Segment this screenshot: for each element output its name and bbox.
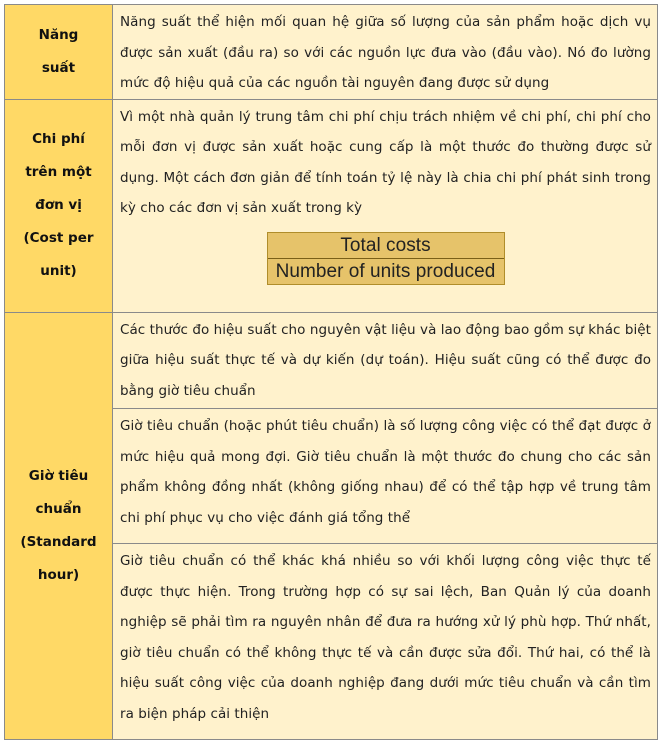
term-line: chuẩn bbox=[35, 500, 82, 517]
formula-denominator: Number of units produced bbox=[275, 260, 496, 282]
description-cell-standard-hour-1: Các thước đo hiệu suất cho nguyên vật liệu và lao động bao gồm sự khác biệt giữa hiệu suất thực tế và dự kiến (dự toán). Hiệu suất cũng có thể được đo bằng giờ tiêu chuẩn bbox=[113, 312, 658, 408]
term-cell-cost-per-unit bbox=[5, 99, 113, 312]
term-line: Chi phí bbox=[32, 131, 85, 148]
term-cell-standard-hour bbox=[5, 312, 113, 739]
term-line: Năng bbox=[38, 26, 79, 43]
cost-per-unit-formula bbox=[267, 232, 505, 285]
description-cell-cost-per-unit bbox=[113, 99, 658, 312]
term-line: trên một bbox=[25, 164, 92, 181]
table-row bbox=[5, 99, 658, 312]
description-text: Vì một nhà quản lý trung tâm chi phí chịu trách nhiệm về chi phí, chi phí cho mỗi đơn vị được sản xuất hoặc cung cấp là một thước đo thường được sử dụng. Một cách đơn giản để tính toán tỷ lệ này là chia chi phí phát sinh trong kỳ cho các đơn vị sản xuất trong kỳ bbox=[120, 108, 651, 217]
term-cell-productivity bbox=[5, 5, 113, 100]
description-cell-productivity: Năng suất thể hiện mối quan hệ giữa số lượng của sản phẩm hoặc dịch vụ được sản xuất (đầu ra) so với các nguồn lực đưa vào (đầu vào). Nó đo lường mức độ hiệu quả của các nguồn tài nguyên đang được sử dụng bbox=[113, 5, 658, 100]
definitions-table bbox=[4, 4, 658, 740]
table-row bbox=[5, 5, 658, 100]
description-cell-standard-hour-2: Giờ tiêu chuẩn (hoặc phút tiêu chuẩn) là số lượng công việc có thể đạt được ở mức hiệu quả mong đợi. Giờ tiêu chuẩn là một thước đo chung cho các sản phẩm không đồng nhất (không giống nhau) để có thể tập hợp về trung tâm chi phí phục vụ cho việc đánh giá tổng thể bbox=[113, 409, 658, 544]
term-line: Giờ tiêu bbox=[28, 467, 89, 484]
table-row bbox=[5, 312, 658, 408]
term-line: (Standard bbox=[20, 533, 97, 550]
term-line: suất bbox=[41, 59, 76, 76]
term-line: (Cost per bbox=[23, 230, 94, 247]
term-line: đơn vị bbox=[35, 197, 82, 214]
description-cell-standard-hour-3: Giờ tiêu chuẩn có thể khác khá nhiều so với khối lượng công việc thực tế được thực hiện. Trong trường hợp có sự sai lệch, Ban Quản lý của doanh nghiệp sẽ phải tìm ra nguyên nhân để đưa ra hướng xử lý phù hợp. Thứ nhất, giờ tiêu chuẩn có thể không thực tế và cần được sửa đổi. Thứ hai, có thể là hiệu suất công việc của doanh nghiệp đang dưới mức tiêu chuẩn và cần tìm ra biện pháp cải thiện bbox=[113, 544, 658, 740]
formula-numerator: Total costs bbox=[268, 233, 504, 259]
term-line: unit) bbox=[40, 263, 77, 280]
term-line: hour) bbox=[37, 566, 80, 583]
